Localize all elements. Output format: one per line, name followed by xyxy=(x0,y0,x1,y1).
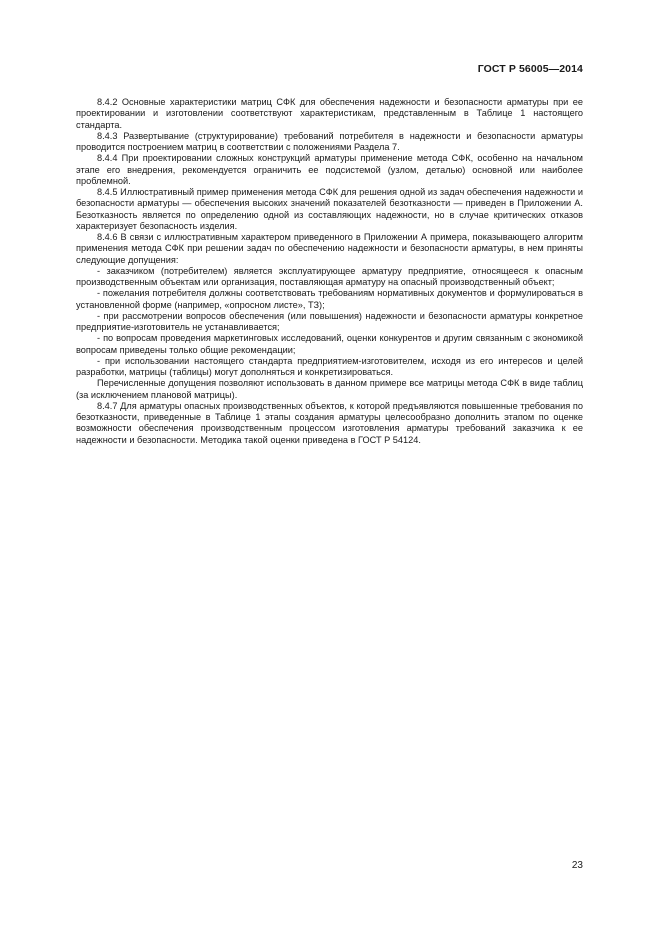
body-text xyxy=(76,97,583,446)
standard-id-header: ГОСТ Р 56005—2014 xyxy=(477,63,583,75)
page-number: 23 xyxy=(571,860,583,871)
paragraph-8-4-2: 8.4.2 Основные характеристики матриц СФК для обеспечения надежности и безопасности арматуры при ее проектировании и изготовлении соответствуют характеристикам, представленным в Таблице 1 настоящего стандарта. xyxy=(76,97,583,130)
paragraph-8-4-3: 8.4.3 Развертывание (структурирование) требований потребителя в надежности и безопасности арматуры проводится построением матриц в соответствии с положениями Раздела 7. xyxy=(76,130,583,152)
assumption-item: - пожелания потребителя должны соответствовать требованиям нормативных документов и формулироваться в установленной форме (например, «опросном листе», ТЗ); xyxy=(76,288,583,310)
assumption-item: - заказчиком (потребителем) является эксплуатирующее арматуру предприятие, относящееся к опасным производственным объектам или организация, поставляющая арматуру на опасный производственный объект; xyxy=(76,265,583,287)
assumption-item: - при использовании настоящего стандарта предприятием-изготовителем, исходя из его интересов и целей разработки, матрицы (таблицы) могут дополняться и конкретизироваться. xyxy=(76,355,583,377)
assumption-item: - при рассмотрении вопросов обеспечения (или повышения) надежности и безопасности арматуры конкретное предприятие-изготовитель не устанавливается; xyxy=(76,310,583,332)
paragraph-8-4-4: 8.4.4 При проектировании сложных конструкций арматуры применение метода СФК, особенно на начальном этапе его внедрения, рекомендуется ограничить ее подсистемой (узлом, деталью) основной или наиболее проблемной. xyxy=(76,153,583,186)
paragraph-8-4-6: 8.4.6 В связи с иллюстративным характером приведенного в Приложении А примера, показывающего алгоритм применения метода СФК при решении задач по обеспечению надежности и безопасности арматуры, в нем приняты следующие допущения: xyxy=(76,232,583,265)
assumptions-summary: Перечисленные допущения позволяют использовать в данном примере все матрицы метода СФК в виде таблиц (за исключением плановой матрицы). xyxy=(76,378,583,400)
paragraph-8-4-5: 8.4.5 Иллюстративный пример применения метода СФК для решения одной из задач обеспечения надежности и безопасности арматуры — обеспечения высоких значений показателей безотказности — приведен в Приложении А. Безотказность является по определению одной из составляющих надежности, но в случае критических отказов характеризует безопасность изделия. xyxy=(76,187,583,231)
paragraph-8-4-7: 8.4.7 Для арматуры опасных производственных объектов, к которой предъявляются повышенные требования по безотказности, приведенные в Таблице 1 этапы создания арматуры целесообразно дополнить этапом по оценке возможности обеспечения производственным процессом изготовления арматуры требований заказчика к ее надежности и безопасности. Методика такой оценки приведена в ГОСТ Р 54124. xyxy=(76,400,583,445)
assumption-item: - по вопросам проведения маркетинговых исследований, оценки конкурентов и другим связанным с экономикой вопросам приведены только общие рекомендации; xyxy=(76,333,583,355)
